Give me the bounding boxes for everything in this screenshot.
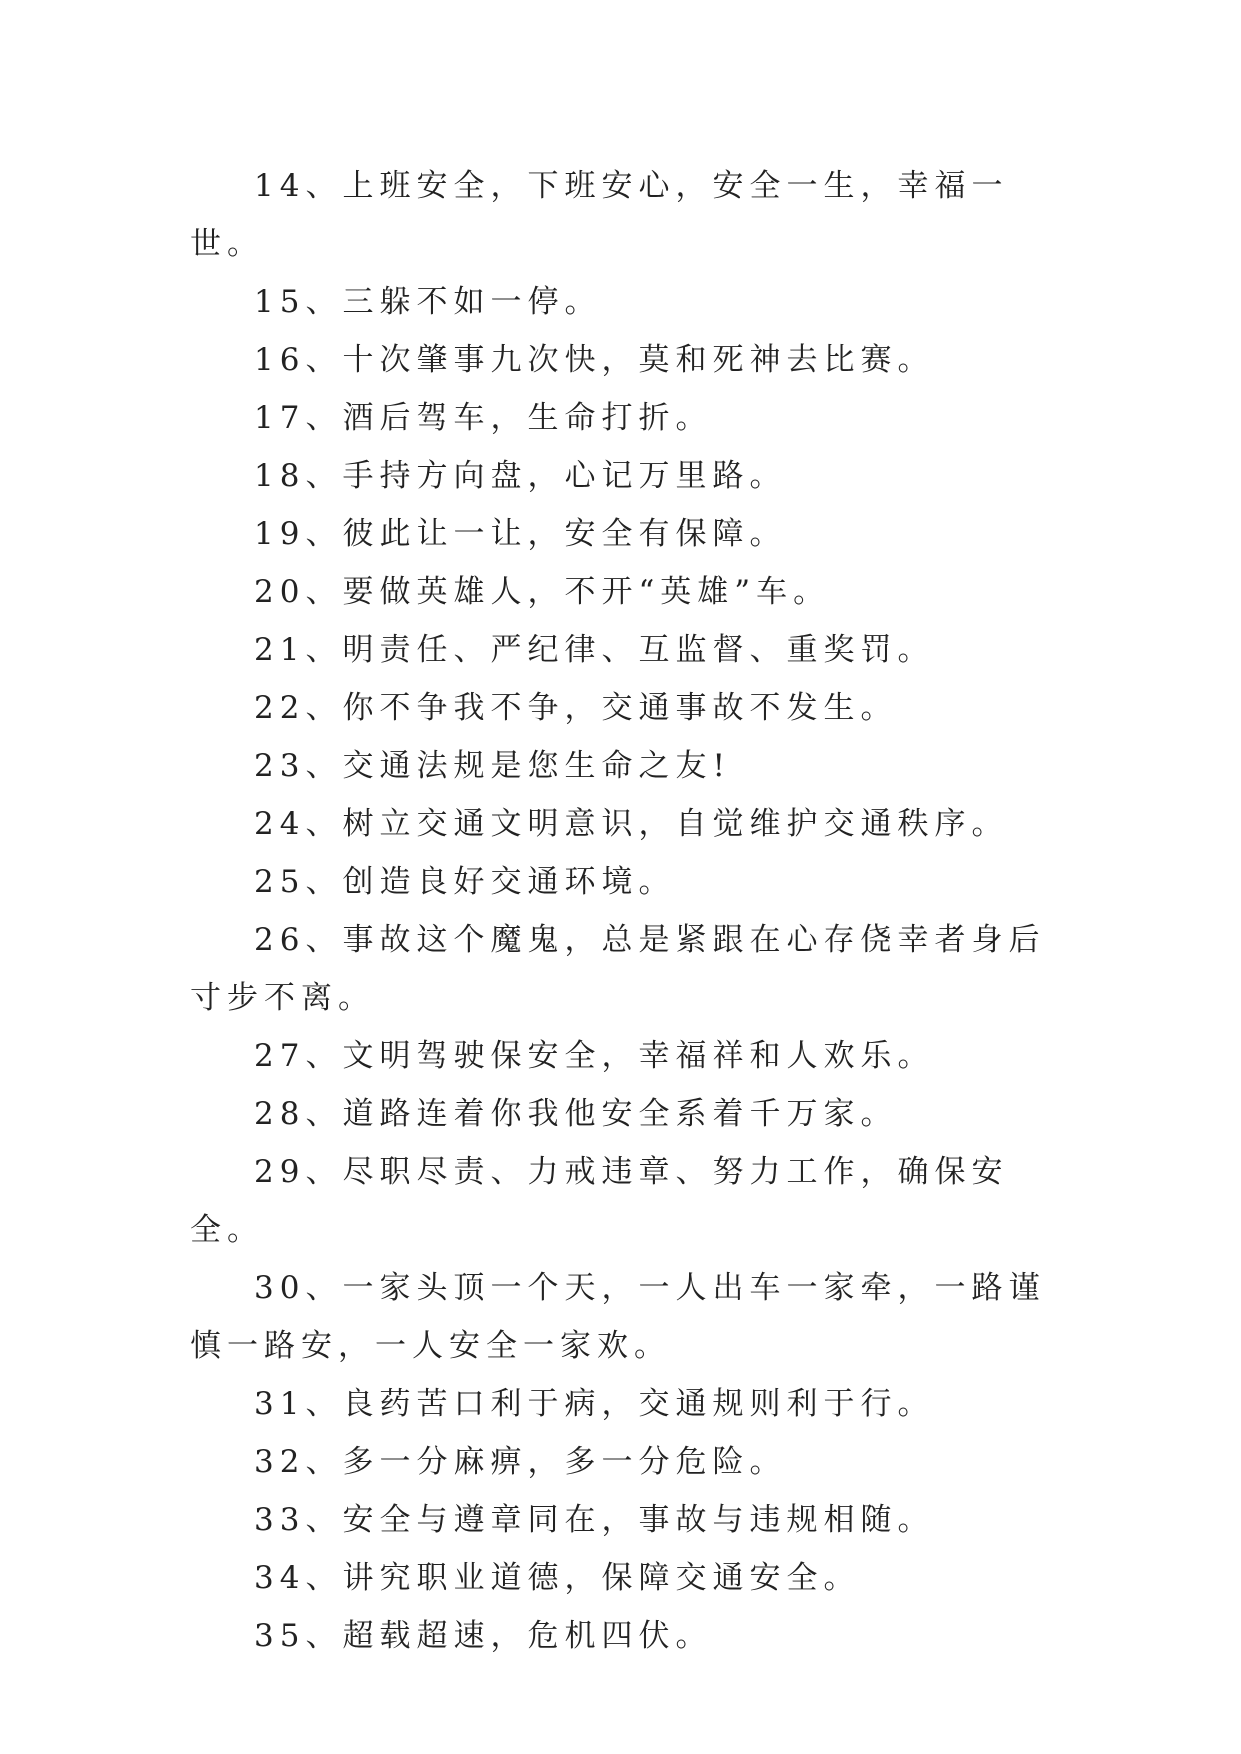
list-item: 22、你不争我不争，交通事故不发生。 bbox=[254, 690, 898, 726]
list-item: 33、安全与遵章同在，事故与违规相随。 bbox=[254, 1502, 935, 1538]
list-item: 17、酒后驾车，生命打折。 bbox=[254, 400, 713, 436]
list-item: 26、事故这个魔鬼，总是紧跟在心存侥幸者身后寸步不离。 bbox=[190, 922, 1046, 1016]
list-item: 32、多一分麻痹，多一分危险。 bbox=[254, 1444, 787, 1480]
list-item: 35、超载超速，危机四伏。 bbox=[254, 1618, 713, 1654]
list-item: 20、要做英雄人，不开“英雄”车。 bbox=[254, 574, 831, 610]
list-item: 27、文明驾驶保安全，幸福祥和人欢乐。 bbox=[254, 1038, 935, 1074]
list-item: 18、手持方向盘，心记万里路。 bbox=[254, 458, 787, 494]
list-item: 21、明责任、严纪律、互监督、重奖罚。 bbox=[254, 632, 935, 668]
list-item: 19、彼此让一让，安全有保障。 bbox=[254, 516, 787, 552]
list-item: 23、交通法规是您生命之友! bbox=[254, 748, 731, 784]
list-item: 34、讲究职业道德，保障交通安全。 bbox=[254, 1560, 861, 1596]
list-item: 28、道路连着你我他安全系着千万家。 bbox=[254, 1096, 898, 1132]
list-item: 30、一家头顶一个天，一人出车一家牵，一路谨慎一路安，一人安全一家欢。 bbox=[190, 1270, 1046, 1364]
list-item: 25、创造良好交通环境。 bbox=[254, 864, 676, 900]
list-item: 29、尽职尽责、力戒违章、努力工作，确保安全。 bbox=[190, 1154, 1009, 1248]
list-item: 31、良药苦口利于病，交通规则利于行。 bbox=[254, 1386, 935, 1422]
list-item: 16、十次肇事九次快，莫和死神去比赛。 bbox=[254, 342, 935, 378]
slogan-list bbox=[190, 157, 1050, 1665]
list-item: 14、上班安全，下班安心，安全一生，幸福一世。 bbox=[190, 168, 1009, 262]
list-item: 15、三躲不如一停。 bbox=[254, 284, 602, 320]
list-item: 24、树立交通文明意识，自觉维护交通秩序。 bbox=[254, 806, 1009, 842]
